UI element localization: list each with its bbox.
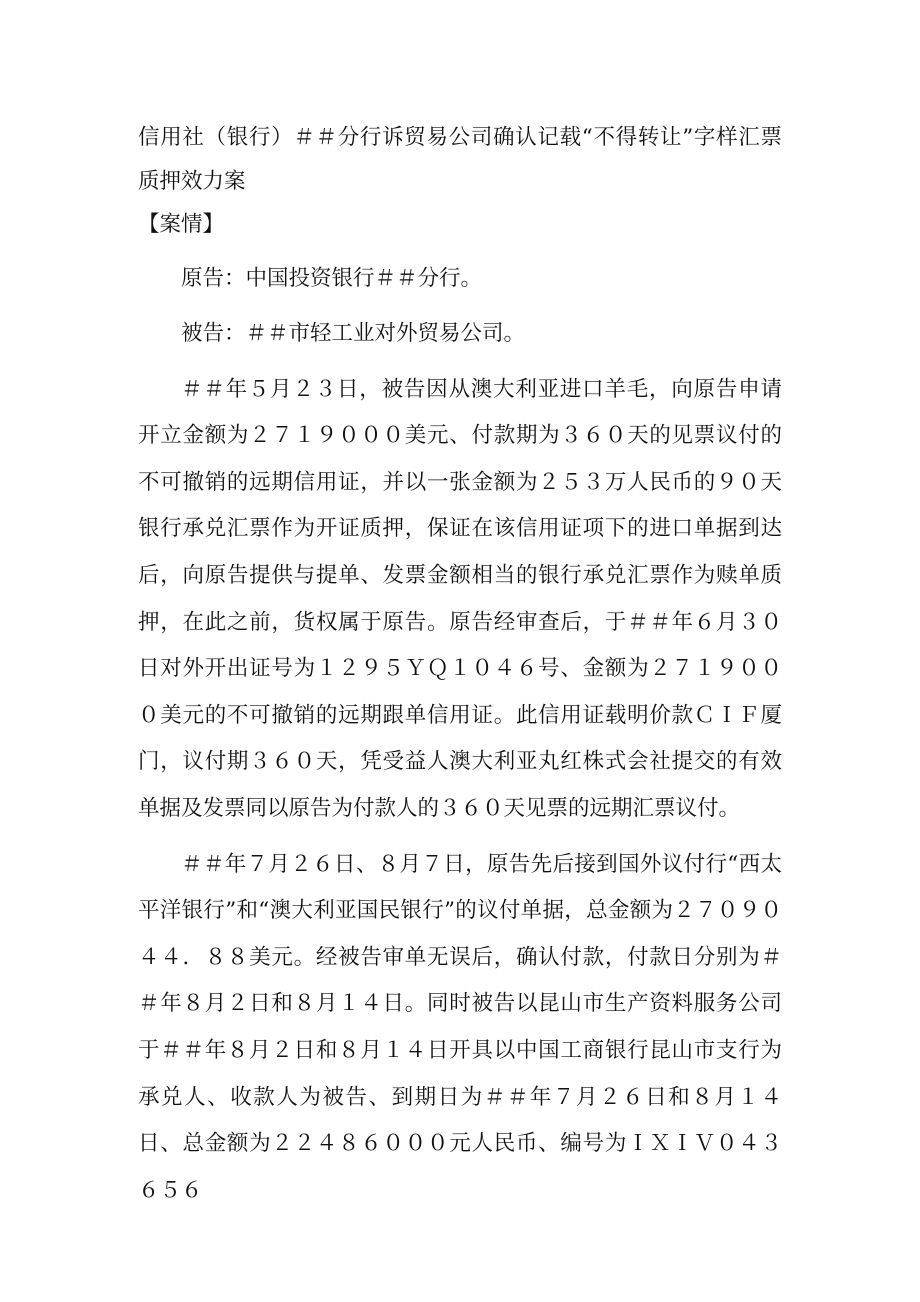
paragraph-negotiation: ＃＃年７月２６日、８月７日，原告先后接到国外议付行“西太平洋银行”和“澳大利亚国民银行”的议付单据，总金额为２７０９０４４．８８美元。经被告审单无误后，确认付款，付款日分别为＃＃年８月２日和８月１４日。同时被告以昆山市生产资料服务公司于＃＃年８月２日和８月１４日开具以中国工商银行昆山市支行为承兑人、收款人为被告、到期日为＃＃年７月２６日和８月１４日、总金额为２２４８６０００元人民币、编号为ＩＸＩＶ０４３６５６ (138, 851, 782, 1203)
section-heading-case: 【案情】 (138, 212, 225, 237)
paragraph-plaintiff: 原告：中国投资银行＃＃分行。 (181, 265, 483, 291)
paragraph-defendant: 被告：＃＃市轻工业对外贸易公司。 (181, 321, 526, 347)
paragraph-letter-of-credit: ＃＃年５月２３日，被告因从澳大利亚进口羊毛，向原告申请开立金额为２７１９０００美元、付款期为３６０天的见票议付的不可撤销的远期信用证，并以一张金额为２５３万人民币的９０天银行承兑汇票作为开证质押，保证在该信用证项下的进口单据到达后，向原告提供与提单、发票金额相当的银行承兑汇票作为赎单质押，在此之前，货权属于原告。原告经审查后，于＃＃年６月３０日对外开出证号为１２９５ＹＱ１０４６号、金额为２７１９０００美元的不可撤销的远期跟单信用证。此信用证载明价款ＣＩＦ厦门，议付期３６０天，凭受益人澳大利亚丸红株式会社提交的有效单据及发票同以原告为付款人的３６０天见票的远期汇票议付。 (138, 376, 782, 822)
document-title: 信用社（银行）＃＃分行诉贸易公司确认记载“不得转让”字样汇票质押效力案 (138, 125, 782, 194)
document-body (138, 116, 782, 1223)
